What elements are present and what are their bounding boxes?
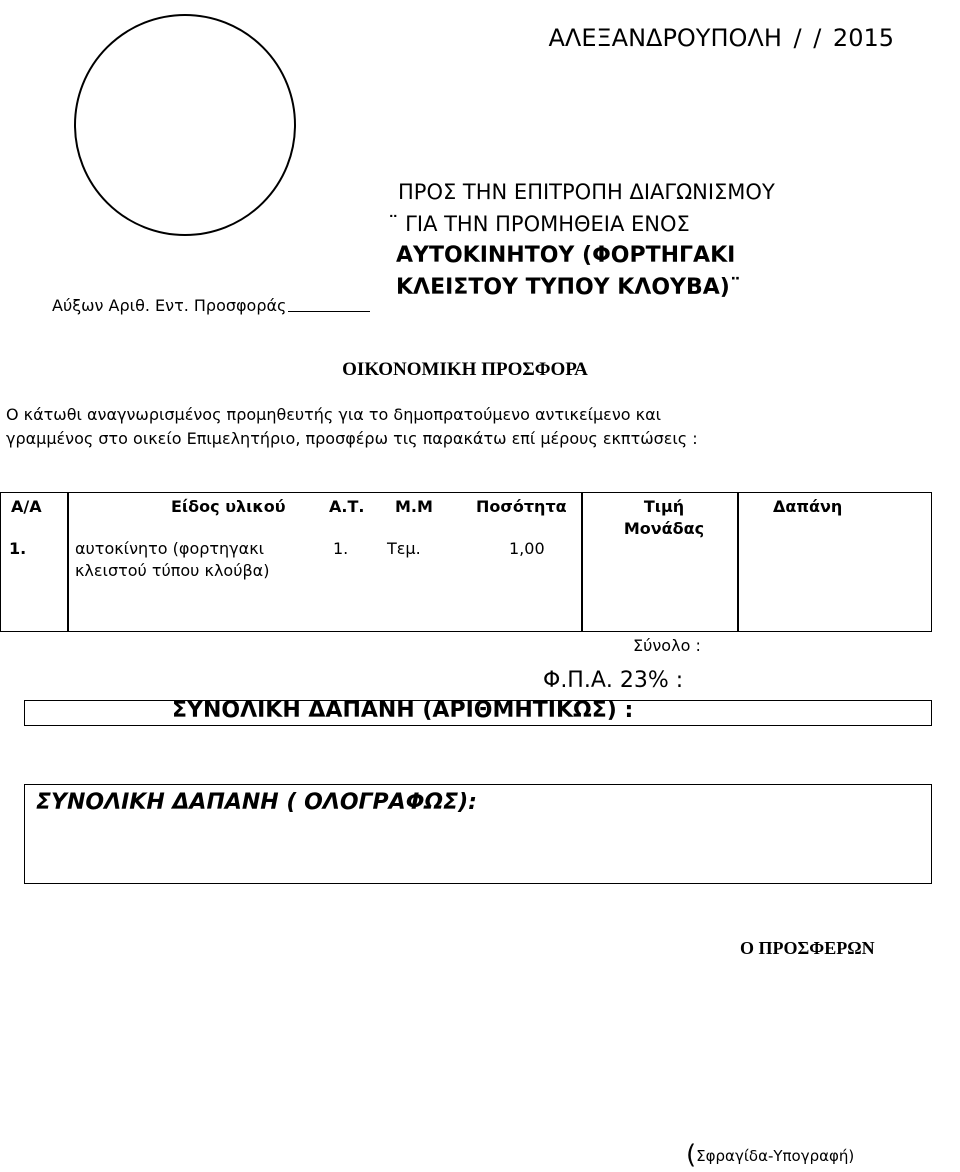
serial-number-field [52, 296, 370, 315]
bidder-label: Ο ΠΡΟΣΦΕΡΩΝ [740, 938, 875, 958]
row-at: 1. [333, 539, 349, 558]
col-header-qty: Ποσότητα [476, 497, 567, 516]
row-item-line-2: κλειστού τύπου κλούβα) [75, 561, 270, 580]
intro-paragraph [6, 403, 698, 451]
row-qty: 1,00 [509, 539, 545, 558]
col-header-unit-price-line-2: Μονάδας [623, 519, 705, 538]
total-numeric-label: ΣΥΝΟΛΙΚΗ ΔΑΠΑΝΗ (ΑΡΙΘΜΗΤΙΚΩΣ) : [172, 698, 634, 723]
recipient-line-3: ΑΥΤΟΚΙΝΗΤΟΥ (ΦΟΡΤΗΓΑΚΙ [396, 243, 736, 268]
table-divider [737, 493, 739, 631]
city-date: ΑΛΕΞΑΝΔΡΟΥΠΟΛΗ / / 2015 [548, 24, 894, 52]
col-header-mm: Μ.Μ [395, 497, 433, 516]
total-words-label: ΣΥΝΟΛΙΚΗ ΔΑΠΑΝΗ ( ΟΛΟΓΡΑΦΩΣ): [36, 790, 477, 815]
col-header-item: Είδος υλικού [171, 497, 286, 516]
row-item-line-1: αυτοκίνητο (φορτηγακι [75, 539, 265, 558]
seal-signature-label: Σφραγίδα-Υπογραφή) [696, 1147, 855, 1165]
seal-paren: ( [686, 1140, 697, 1170]
offer-title: ΟΙΚΟΝΟΜΙΚΗ ΠΡΟΣΦΟΡΑ [342, 359, 588, 380]
intro-line-1: Ο κάτωθι αναγνωρισμένος προμηθευτής για το δημοπρατούμενο αντικείμενο και [6, 405, 662, 424]
intro-line-2: γραμμένος στο οικείο Επιμελητήριο, προσφέρω τις παρακάτω επί μέρους εκπτώσεις : [6, 429, 698, 448]
stamp-circle [74, 14, 296, 236]
row-mm: Τεμ. [387, 539, 421, 558]
recipient-line-4: ΚΛΕΙΣΤΟΥ ΤΥΠΟΥ ΚΛΟΥΒΑ)¨ [396, 275, 741, 300]
recipient-line-1: ΠΡΟΣ ΤΗΝ ΕΠΙΤΡΟΠΗ ΔΙΑΓΩΝΙΣΜΟΥ [398, 180, 775, 204]
recipient-line-2: ¨ ΓΙΑ ΤΗΝ ΠΡΟΜΗΘΕΙΑ ΕΝΟΣ [388, 212, 690, 236]
table-divider [67, 493, 69, 631]
col-header-unit-price-line-1: Τιμή [643, 497, 685, 516]
sum-label: Σύνολο : [633, 636, 701, 655]
serial-number-label: Αύξων Αριθ. Εντ. Προσφοράς [52, 296, 287, 315]
serial-number-blank[interactable] [288, 311, 370, 312]
col-header-unit-price [597, 496, 731, 540]
col-header-cost: Δαπάνη [773, 497, 843, 516]
col-header-at: Α.Τ. [329, 497, 365, 516]
seal-signature [686, 1140, 854, 1170]
table-divider [581, 493, 583, 631]
row-item [75, 538, 269, 582]
recipient-block [388, 176, 775, 304]
col-header-aa: Α/Α [11, 497, 42, 516]
items-table [0, 492, 932, 632]
vat-label: Φ.Π.Α. 23% : [543, 668, 684, 693]
row-aa: 1. [9, 539, 27, 558]
